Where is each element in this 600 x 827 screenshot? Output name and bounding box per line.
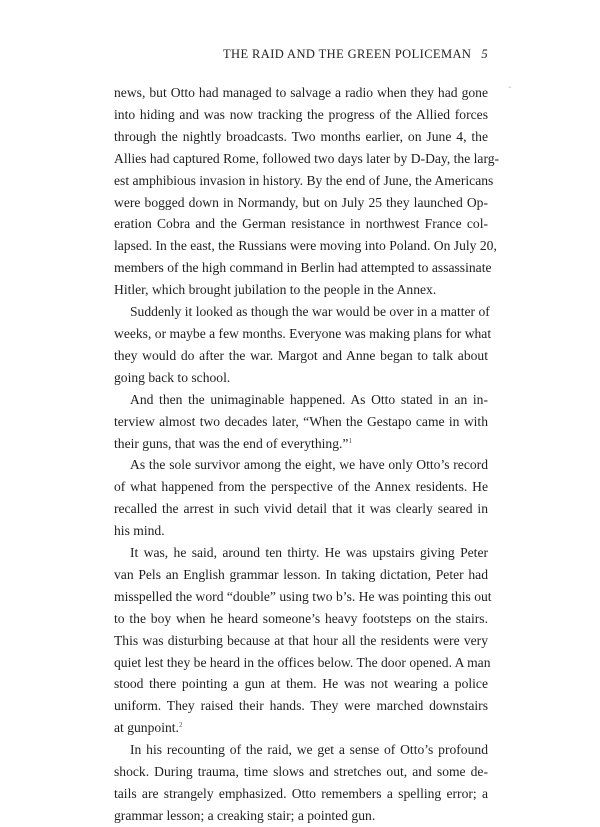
paragraph bbox=[114, 301, 492, 389]
text-line: And then the unimaginable happened. As Otto stated in an in- bbox=[130, 391, 488, 407]
text-line: eration Cobra and the German resistance in northwest France col- bbox=[114, 216, 488, 232]
text-line: they would do after the war. Margot and Anne began to talk about bbox=[114, 347, 488, 363]
paragraph bbox=[114, 389, 488, 455]
text-line: grammar lesson; a creaking stair; a pointed gun. bbox=[114, 807, 376, 823]
text-line: shock. During trauma, time slows and stretches out, and some de- bbox=[114, 764, 488, 780]
text-line: were bogged down in Normandy, but on July 25 they launched Op- bbox=[114, 194, 488, 210]
page-number: 5 bbox=[481, 47, 488, 61]
text-line: Allies had captured Rome, followed two days later by D-Day, the larg- bbox=[114, 150, 500, 166]
text-line: into hiding and was now tracking the progress of the Allied forces bbox=[114, 106, 488, 122]
text-line: his mind. bbox=[114, 523, 165, 539]
body-text bbox=[114, 82, 500, 827]
text-line: Suddenly it looked as though the war would be over in a matter of bbox=[130, 304, 490, 320]
text-line: news, but Otto had managed to salvage a radio when they had gone bbox=[114, 85, 488, 100]
text-line: weeks, or maybe a few months. Everyone was making plans for what bbox=[114, 325, 492, 341]
text-line: est amphibious invasion in history. By the end of June, the Americans bbox=[114, 172, 494, 188]
text-line: It was, he said, around ten thirty. He was upstairs giving Peter bbox=[130, 545, 488, 561]
text-line: to the boy when he heard someone’s heavy footsteps on the stairs. bbox=[114, 610, 488, 626]
footnote-marker: 1 bbox=[348, 436, 352, 445]
margin-mark: - bbox=[508, 82, 512, 93]
text-line: going back to school. bbox=[114, 369, 231, 385]
text-line: their guns, that was the end of everything.”$^1$ bbox=[114, 435, 352, 451]
text-line: This was disturbing because at that hour all the residents were very bbox=[114, 632, 488, 648]
paragraph bbox=[114, 82, 500, 301]
text-line: at gunpoint.$^2$ bbox=[114, 720, 183, 736]
paragraph bbox=[114, 454, 488, 542]
text-line: recalled the arrest in such vivid detail that it was clearly seared in bbox=[114, 501, 488, 517]
text-line: through the nightly broadcasts. Two months earlier, on June 4, the bbox=[114, 128, 488, 144]
text-line: van Pels an English grammar lesson. In taking dictation, Peter had bbox=[114, 566, 488, 582]
text-line: misspelled the word “double” using two b’s. He was pointing this out bbox=[114, 588, 492, 604]
text-line: As the sole survivor among the eight, we have only Otto’s record bbox=[130, 457, 488, 473]
text-line: uniform. They raised their hands. They were marched downstairs bbox=[114, 698, 488, 714]
text-line: stood there pointing a gun at them. He was not wearing a police bbox=[114, 676, 488, 692]
text-line: terview almost two decades later, “When the Gestapo came in with bbox=[114, 413, 488, 429]
text-line: members of the high command in Berlin had attempted to assassinate bbox=[114, 260, 492, 276]
running-head bbox=[110, 47, 488, 62]
text-line: of what happened from the perspective of the Annex residents. He bbox=[114, 479, 488, 495]
text-line: Hitler, which brought jubilation to the people in the Annex. bbox=[114, 282, 437, 298]
paragraph bbox=[114, 542, 492, 739]
footnote-marker: 2 bbox=[178, 721, 183, 730]
text-line: quiet lest they be heard in the offices below. The door opened. A man bbox=[114, 654, 491, 670]
text-line: lapsed. In the east, the Russians were moving into Poland. On July 20, bbox=[114, 238, 497, 254]
chapter-title: THE RAID AND THE GREEN POLICEMAN bbox=[223, 47, 472, 61]
text-line: tails are strangely emphasized. Otto remembers a spelling error; a bbox=[114, 786, 488, 801]
text-line: In his recounting of the raid, we get a sense of Otto’s profound bbox=[130, 742, 488, 758]
paragraph bbox=[114, 739, 488, 827]
